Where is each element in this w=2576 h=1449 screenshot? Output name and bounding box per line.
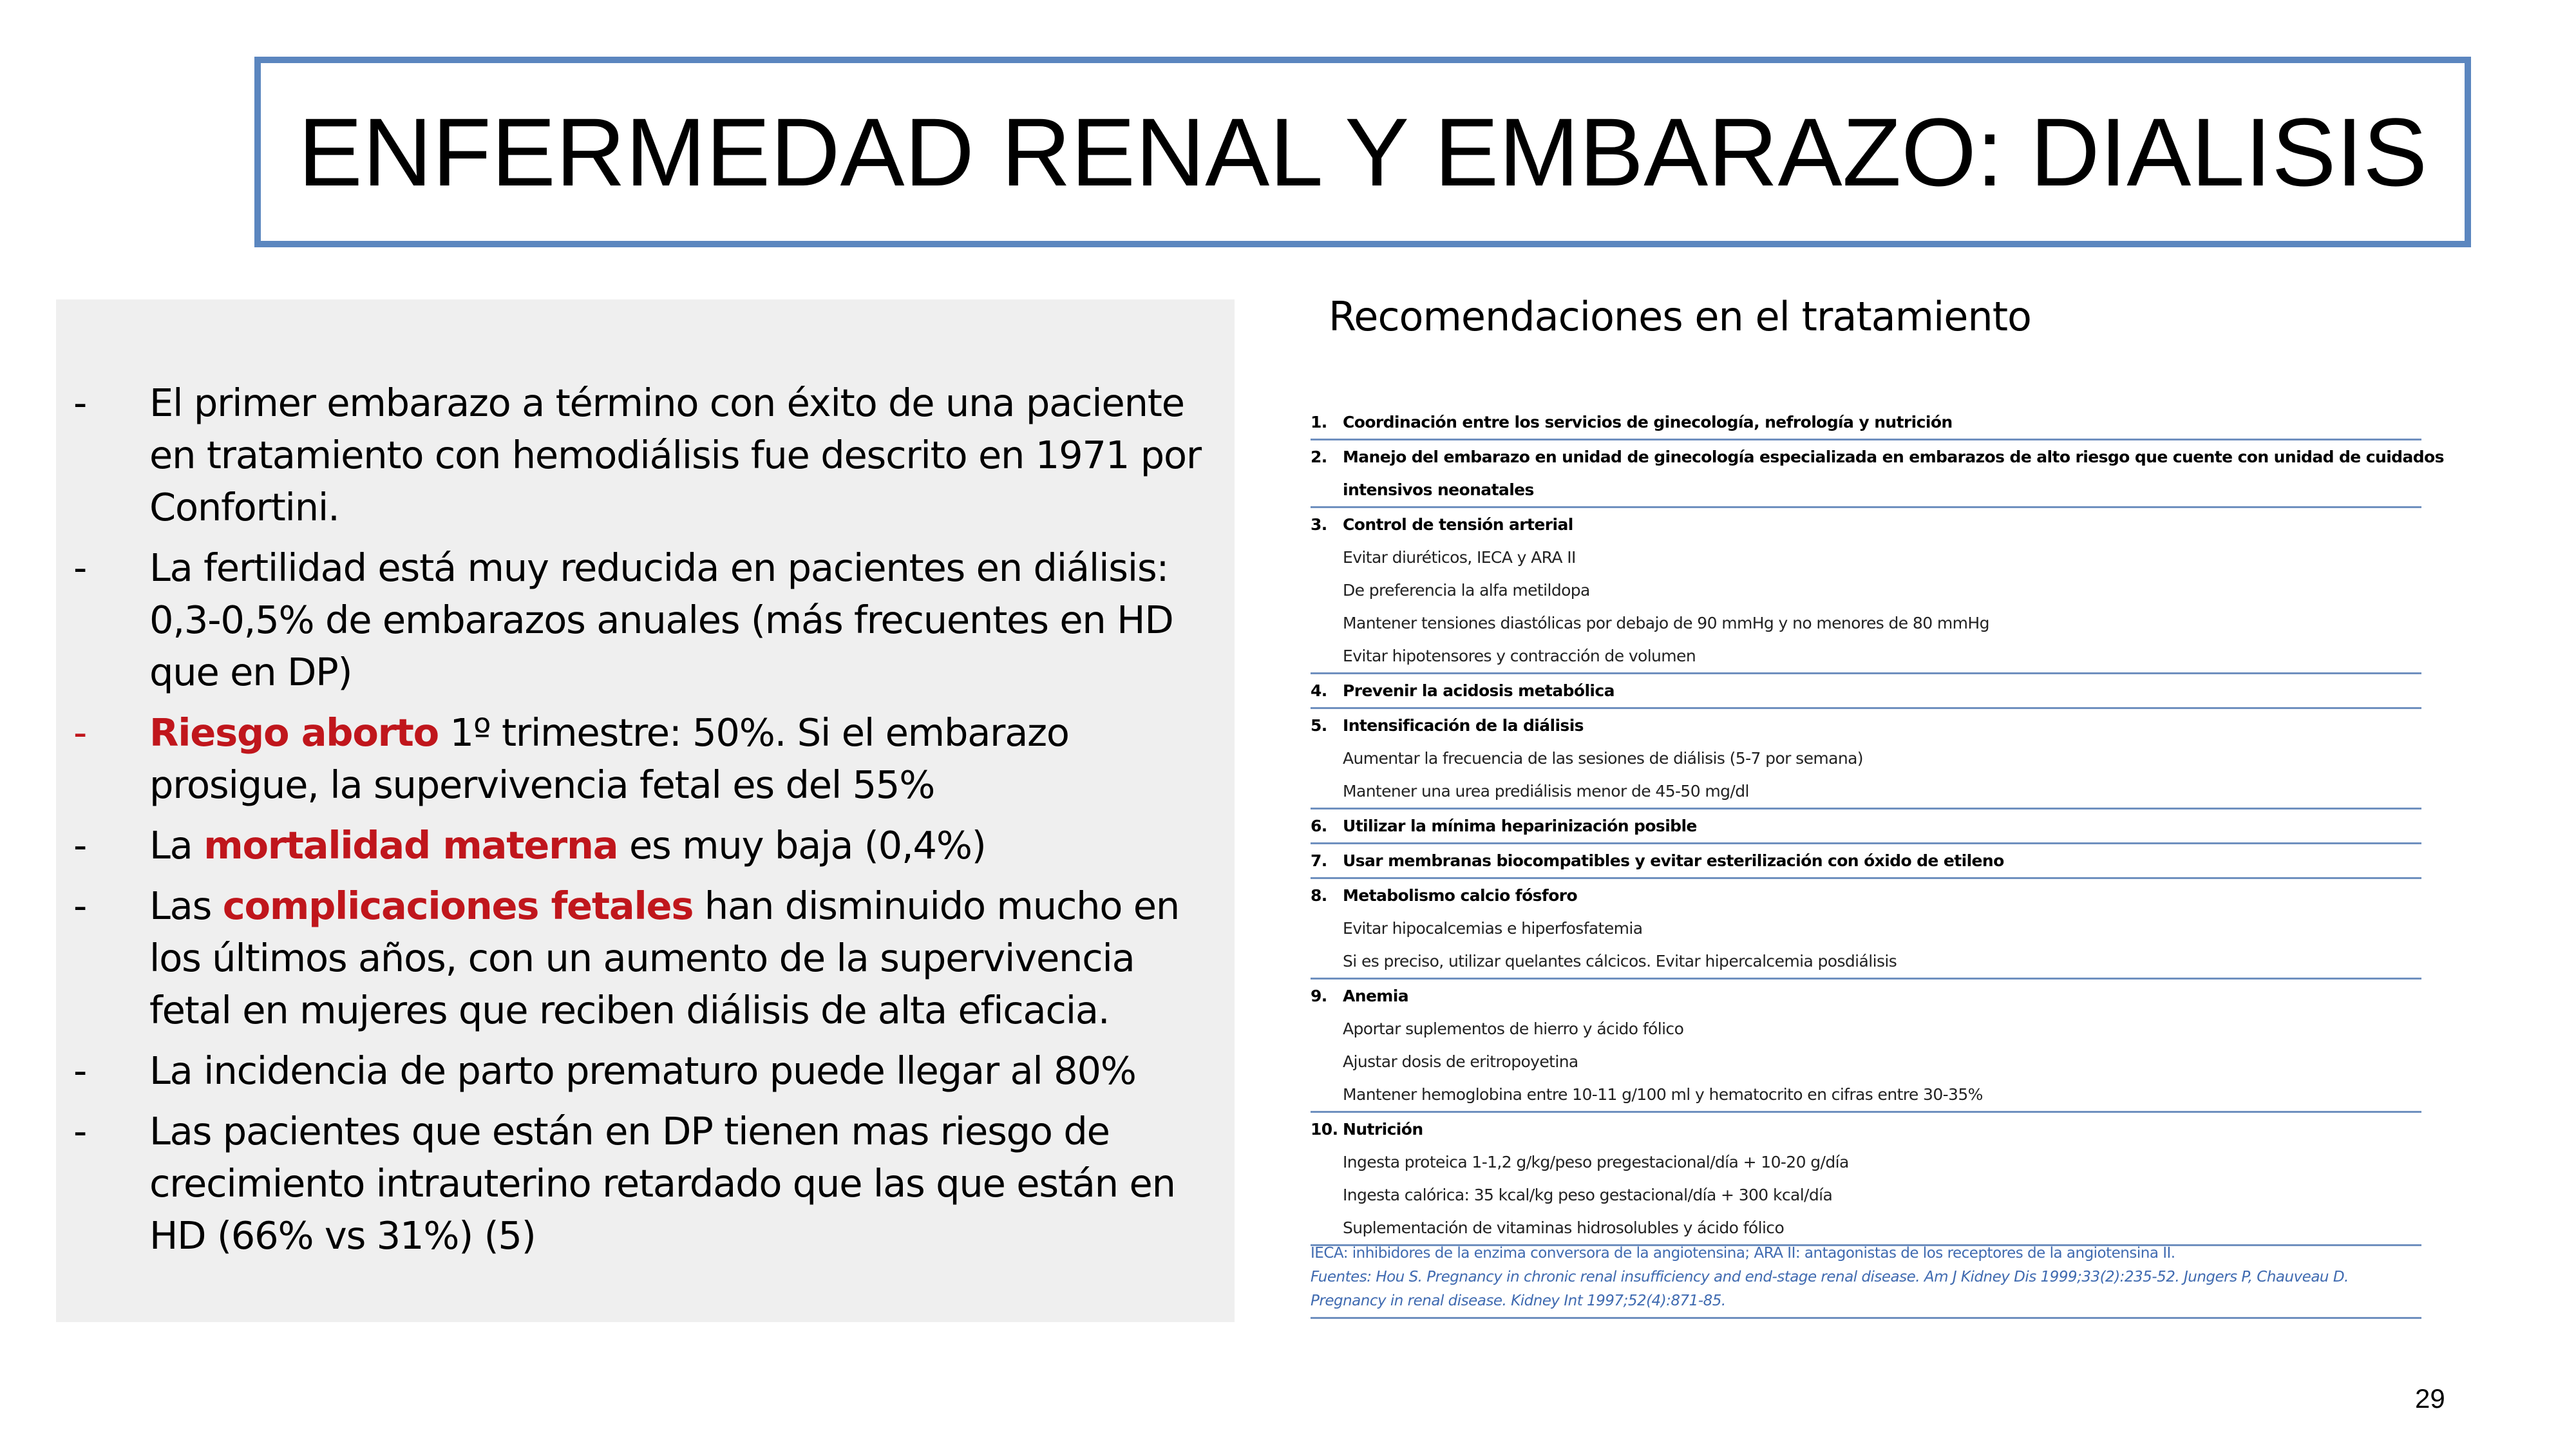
recommendations-heading: Recomendaciones en el tratamiento xyxy=(1329,293,2031,340)
item-title: Manejo del embarazo en unidad de ginecología especializada en embarazos de alto riesgo que cuente con unidad de cuidados xyxy=(1343,448,2444,466)
recommendations-table xyxy=(1311,406,2444,1246)
bullet-text: La fertilidad está muy reducida en pacientes en diálisis: 0,3-0,5% de embarazos anuales (más frecuentes en HD que en DP) xyxy=(149,545,1173,694)
sub-item: Mantener hemoglobina entre 10-11 g/100 ml y hematocrito en cifras entre 30-35% xyxy=(1311,1078,2421,1113)
highlighted-term: complicaciones fetales xyxy=(222,884,694,928)
bullet-dash: - xyxy=(73,1048,87,1093)
item-title: Metabolismo calcio fósforo xyxy=(1343,886,1578,905)
item-number: 2. xyxy=(1311,448,1327,466)
sub-item: Mantener tensiones diastólicas por debajo de 90 mmHg y no menores de 80 mmHg xyxy=(1343,614,1989,632)
item-title-continuation: intensivos neonatales xyxy=(1311,473,2421,508)
sources-line-2: Pregnancy in renal disease. Kidney Int 1997;52(4):871-85. xyxy=(1311,1293,1726,1309)
sub-item: De preferencia la alfa metildopa xyxy=(1343,581,1590,600)
item-title: Intensificación de la diálisis xyxy=(1343,716,1584,735)
item-number: 5. xyxy=(1311,716,1327,735)
bullet-item xyxy=(56,819,1235,871)
item-title: Usar membranas biocompatibles y evitar esterilización con óxido de etileno xyxy=(1343,851,2004,870)
highlighted-term: Riesgo aborto xyxy=(149,710,439,755)
bullet-dash: - xyxy=(73,545,87,590)
sub-item: Aportar suplementos de hierro y ácido fólico xyxy=(1343,1019,1684,1038)
item-title: Prevenir la acidosis metabólica xyxy=(1343,681,1615,700)
slide-title: ENFERMEDAD RENAL Y EMBARAZO: DIALISIS xyxy=(298,98,2428,206)
recommendation-item xyxy=(1311,508,2421,541)
item-number: 4. xyxy=(1311,681,1327,700)
title-box xyxy=(254,57,2471,247)
item-number: 10. xyxy=(1311,1120,1338,1139)
bullet-text: Las xyxy=(149,884,223,928)
item-title: Coordinación entre los servicios de ginecología, nefrología y nutrición xyxy=(1343,413,1953,431)
bullet-text: El primer embarazo a término con éxito de una paciente en tratamiento con hemodiálisis fue descrito en 1971 por Confortini. xyxy=(149,381,1201,529)
item-number: 1. xyxy=(1311,413,1327,431)
bullet-item xyxy=(56,1045,1235,1097)
recommendation-item xyxy=(1311,406,2421,440)
item-number: 3. xyxy=(1311,515,1327,534)
bullet-dash: - xyxy=(73,1109,87,1153)
bullet-text: han disminuido mucho en los últimos años, con un aumento de la supervivencia fetal en mujeres que reciben diálisis de alta eficacia. xyxy=(149,884,1180,1032)
item-number: 7. xyxy=(1311,851,1327,870)
item-number: 8. xyxy=(1311,886,1327,905)
recommendation-item xyxy=(1311,1113,2421,1146)
sub-item: Ingesta proteica 1-1,2 g/kg/peso pregestacional/día + 10-20 g/día xyxy=(1343,1153,1849,1171)
recommendation-item xyxy=(1311,709,2421,742)
bullet-item xyxy=(56,880,1235,1036)
recommendation-item xyxy=(1311,674,2421,709)
sub-item: Evitar hipotensores y contracción de volumen xyxy=(1311,639,2421,674)
sub-item: Mantener una urea prediálisis menor de 45-50 mg/dl xyxy=(1311,775,2421,810)
sub-item: Evitar diuréticos, IECA y ARA II xyxy=(1343,548,1576,567)
item-title: Control de tensión arterial xyxy=(1343,515,1573,534)
item-number: 9. xyxy=(1311,987,1327,1005)
sub-item: Ajustar dosis de eritropoyetina xyxy=(1343,1052,1578,1071)
recommendations-footer xyxy=(1311,1242,2421,1319)
bullet-panel xyxy=(56,299,1235,1322)
recommendation-item xyxy=(1311,980,2421,1012)
sub-item: Ingesta calórica: 35 kcal/kg peso gestacional/día + 300 kcal/día xyxy=(1343,1186,1833,1204)
highlighted-term: mortalidad materna xyxy=(204,823,618,867)
recommendation-item xyxy=(1311,810,2421,844)
item-title: Utilizar la mínima heparinización posible xyxy=(1343,817,1697,835)
bullet-text: La xyxy=(149,823,204,867)
bullet-dash: - xyxy=(73,381,87,425)
recommendation-item xyxy=(1311,879,2421,912)
sub-item: Suplementación de vitaminas hidrosolubles y ácido fólico xyxy=(1311,1211,2421,1246)
sub-item: Si es preciso, utilizar quelantes cálcicos. Evitar hipercalcemia posdiálisis xyxy=(1311,945,2421,980)
bullet-text: es muy baja (0,4%) xyxy=(618,823,986,867)
bullet-item xyxy=(56,706,1235,811)
bullet-item xyxy=(56,1105,1235,1262)
bullet-dash: - xyxy=(73,710,87,755)
item-number: 6. xyxy=(1311,817,1327,835)
bullet-text: La incidencia de parto prematuro puede llegar al 80% xyxy=(149,1048,1136,1093)
recommendation-item xyxy=(1311,844,2421,879)
bullet-item xyxy=(56,542,1235,698)
sub-item: Aumentar la frecuencia de las sesiones de diálisis (5-7 por semana) xyxy=(1343,749,1863,768)
slide-number: 29 xyxy=(2415,1383,2445,1414)
bullet-text: 1º trimestre: 50%. Si el embarazo prosigue, la supervivencia fetal es del 55% xyxy=(149,710,1069,807)
sub-item: Evitar hipocalcemias e hiperfosfatemia xyxy=(1343,919,1643,938)
footnote: IECA: inhibidores de la enzima conversora de la angiotensina; ARA II: antagonistas de los receptores de la angiotensina II. xyxy=(1311,1245,2175,1262)
recommendation-item xyxy=(1311,440,2444,473)
bullet-dash: - xyxy=(73,884,87,928)
sources-line-1: Fuentes: Hou S. Pregnancy in chronic renal insufficiency and end-stage renal disease. Am J Kidney Dis 1999;33(2):235-52. Jungers P, Chauveau D. xyxy=(1311,1269,2349,1285)
bullet-text: Las pacientes que están en DP tienen mas riesgo de crecimiento intrauterino retardado que las que están en HD (66% vs 31%) (5) xyxy=(149,1109,1175,1258)
item-title: Anemia xyxy=(1343,987,1408,1005)
bullet-item xyxy=(56,377,1235,533)
bullet-dash: - xyxy=(73,823,87,867)
item-title: Nutrición xyxy=(1343,1120,1423,1139)
